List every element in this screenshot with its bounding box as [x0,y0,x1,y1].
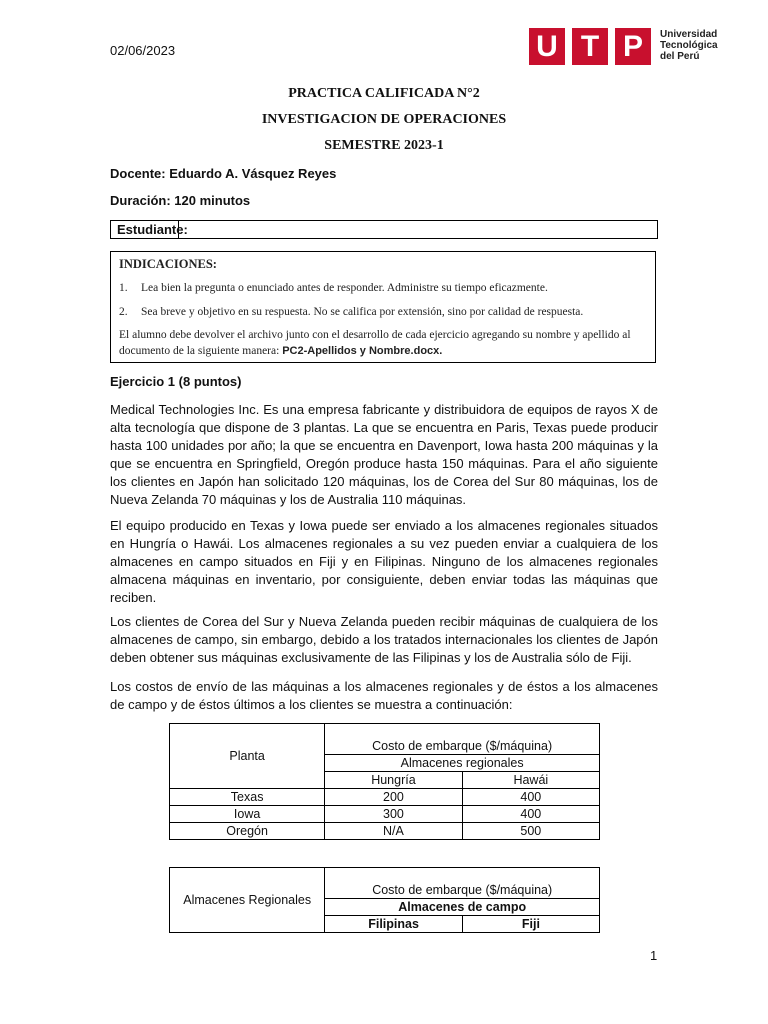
logo-text-line-3: del Perú [660,51,700,62]
cell-value: 500 [462,823,599,840]
student-field[interactable] [110,220,658,239]
indicacion-item-2 [119,306,583,318]
table-row [170,823,600,840]
table-row-header: Planta [170,724,325,789]
title-course: INVESTIGACION DE OPERACIONES [261,112,507,127]
table-group-header: Almacenes regionales [325,755,600,772]
logo-text-line-1: Universidad [660,29,718,40]
column-header-fiji: Fiji [462,916,599,933]
table-caption: Costo de embarque ($/máquina) [325,724,600,755]
indicaciones-footer [119,327,649,359]
column-header-hawai: Hawái [462,772,599,789]
cell-value: 200 [325,789,462,806]
cell-value: N/A [325,823,462,840]
table-row-header: Almacenes Regionales [170,868,325,933]
logo-letter-t: T [572,28,608,65]
column-header-hungria: Hungría [325,772,462,789]
table-caption: Costo de embarque ($/máquina) [325,868,600,899]
indicaciones-footer-text: El alumno debe devolver el archivo junto con el desarrollo de cada ejercicio agregando su nombre y apellido al documento de la siguiente manera: [119,329,631,357]
table-group-header: Almacenes de campo [325,899,600,916]
paragraph-2: El equipo producido en Texas y Iowa puede ser enviado a los almacenes regionales situados en Hungría o Hawái. Los almacenes regionales a su vez pueden enviar a cualquiera de los almacenes en campo situados en Fiji y en Filipinas. Ninguno de los almacenes regionales almacena máquinas en inventario, por consiguiente, deben enviar todas las máquinas que reciben. [110,518,658,605]
page-number: 1 [650,948,658,963]
docente: Docente: Eduardo A. Vásquez Reyes [110,166,337,181]
file-name-format: PC2-Apellidos y Nombre.docx. [282,345,443,357]
row-name: Oregón [170,823,325,840]
cost-table-regional [169,867,600,933]
title-semester: SEMESTRE 2023-1 [324,138,444,153]
indicacion-item-1 [119,282,548,294]
indicacion-text: Lea bien la pregunta o enunciado antes de responder. Administre su tiempo eficazmente. [141,282,548,294]
indicaciones-title: INDICACIONES: [119,257,217,271]
paragraph-3: Los clientes de Corea del Sur y Nueva Zelanda pueden recibir máquinas de cualquiera de los almacenes de campo, sin embargo, debido a los tratados internacionales los clientes de Japón deben obtener sus máquinas exclusivamente de las Filipinas y los de Australia sólo de Fiji. [110,614,658,665]
student-label: Estudiante: [111,221,179,238]
logo-letter-p: P [615,28,651,65]
document-date: 02/06/2023 [110,43,176,58]
row-name: Iowa [170,806,325,823]
ejercicio-heading: Ejercicio 1 (8 puntos) [110,374,242,389]
cell-value: 400 [462,789,599,806]
duracion: Duración: 120 minutos [110,193,251,208]
paragraph-4: Los costos de envío de las máquinas a los almacenes regionales y de éstos a los almacenes de campo y de éstos últimos a los clientes se muestra a continuación: [110,679,658,712]
cell-value: 400 [462,806,599,823]
logo-text-line-2: Tecnológica [660,40,718,51]
logo-text [660,29,718,62]
logo-letter-u: U [529,28,565,65]
table-row [170,789,600,806]
cost-table-plants [169,723,600,840]
column-header-filipinas: Filipinas [325,916,462,933]
cell-value: 300 [325,806,462,823]
indicacion-text: Sea breve y objetivo en su respuesta. No se califica por extensión, sino por calidad de respuesta. [141,306,584,318]
indicacion-number: 2. [119,306,128,318]
row-name: Texas [170,789,325,806]
utp-logo [529,28,729,66]
paragraph-1: Medical Technologies Inc. Es una empresa fabricante y distribuidora de equipos de rayos X de alta tecnología que dispone de 3 plantas. La que se encuentra en Paris, Texas puede producir hasta 100 unidades por año; la que se encuentra en Davenport, Iowa hasta 200 máquinas y la que se encuentra en Springfield, Oregón produce hasta 150 máquinas. Para el año siguiente los clientes en Japón han solicitado 120 máquinas, los de Corea del Sur 80 máquinas, los de Nueva Zelanda 70 máquinas y los de Australia 110 máquinas. [110,402,658,507]
table-row [170,806,600,823]
title-practica: PRACTICA CALIFICADA N°2 [288,86,480,101]
indicaciones-box [110,251,656,363]
indicacion-number: 1. [119,282,128,294]
